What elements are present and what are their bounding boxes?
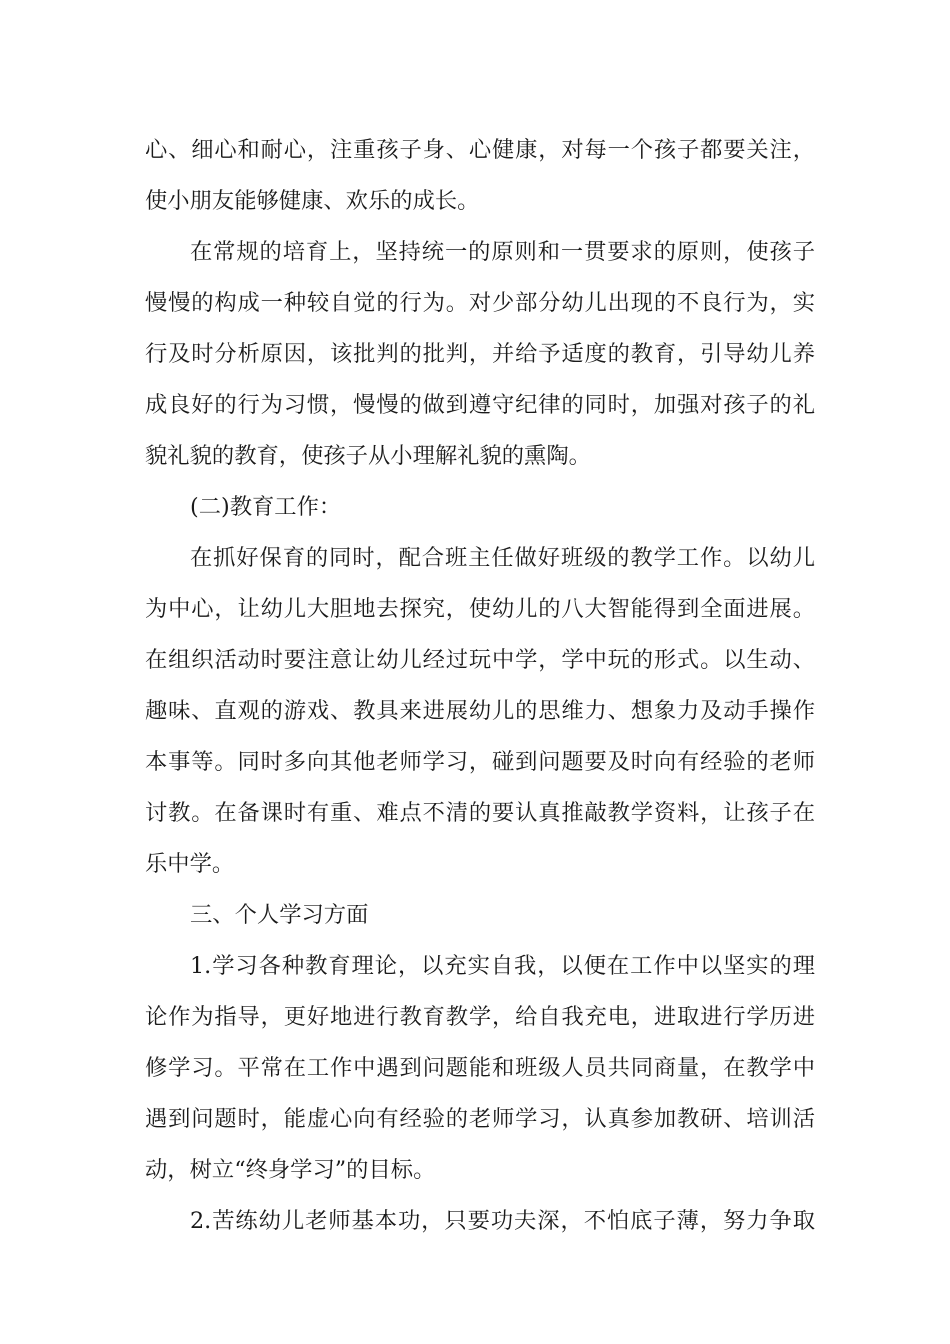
text-line: 遇到问题时，能虚心向有经验的老师学习，认真参加教研、培训活 (145, 1106, 815, 1132)
text-line: 为中心，让幼儿大胆地去探究，使幼儿的八大智能得到全面进展。 (145, 596, 815, 622)
text-line: 讨教。在备课时有重、难点不清的要认真推敲教学资料，让孩子在 (145, 800, 815, 826)
section-heading: 三、个人学习方面 (190, 902, 369, 928)
text-line: 成良好的行为习惯，慢慢的做到遵守纪律的同时，加强对孩子的礼 (145, 392, 815, 418)
section-heading: (二)教育工作： (190, 494, 342, 520)
text-line: 乐中学。 (145, 851, 235, 877)
text-line: 本事等。同时多向其他老师学习，碰到问题要及时向有经验的老师 (145, 749, 815, 775)
text-line: 慢慢的构成一种较自觉的行为。对少部分幼儿出现的不良行为，实 (145, 290, 815, 316)
text-line: 趣味、直观的游戏、教具来进展幼儿的思维力、想象力及动手操作 (145, 698, 815, 724)
text-line: 貌礼貌的教育，使孩子从小理解礼貌的熏陶。 (145, 443, 591, 469)
text-line: 行及时分析原因，该批判的批判，并给予适度的教育，引导幼儿养 (145, 341, 815, 367)
text-line: 心、细心和耐心，注重孩子身、心健康，对每一个孩子都要关注， (145, 137, 815, 163)
paragraph-first-line: 2.苦练幼儿老师基本功，只要功夫深，不怕底子薄，努力争取 (190, 1208, 815, 1234)
text-line: 论作为指导，更好地进行教育教学，给自我充电，进取进行学历进 (145, 1004, 815, 1030)
text-line: 使小朋友能够健康、欢乐的成长。 (145, 188, 480, 214)
paragraph-first-line: 在常规的培育上，坚持统一的原则和一贯要求的原则，使孩子 (190, 239, 815, 265)
paragraph-first-line: 在抓好保育的同时，配合班主任做好班级的教学工作。以幼儿 (190, 545, 815, 571)
text-line: 动，树立“终身学习”的目标。 (145, 1157, 436, 1183)
text-line: 修学习。平常在工作中遇到问题能和班级人员共同商量，在教学中 (145, 1055, 815, 1081)
paragraph-first-line: 1.学习各种教育理论，以充实自我，以便在工作中以坚实的理 (190, 953, 815, 979)
text-line: 在组织活动时要注意让幼儿经过玩中学，学中玩的形式。以生动、 (145, 647, 815, 673)
